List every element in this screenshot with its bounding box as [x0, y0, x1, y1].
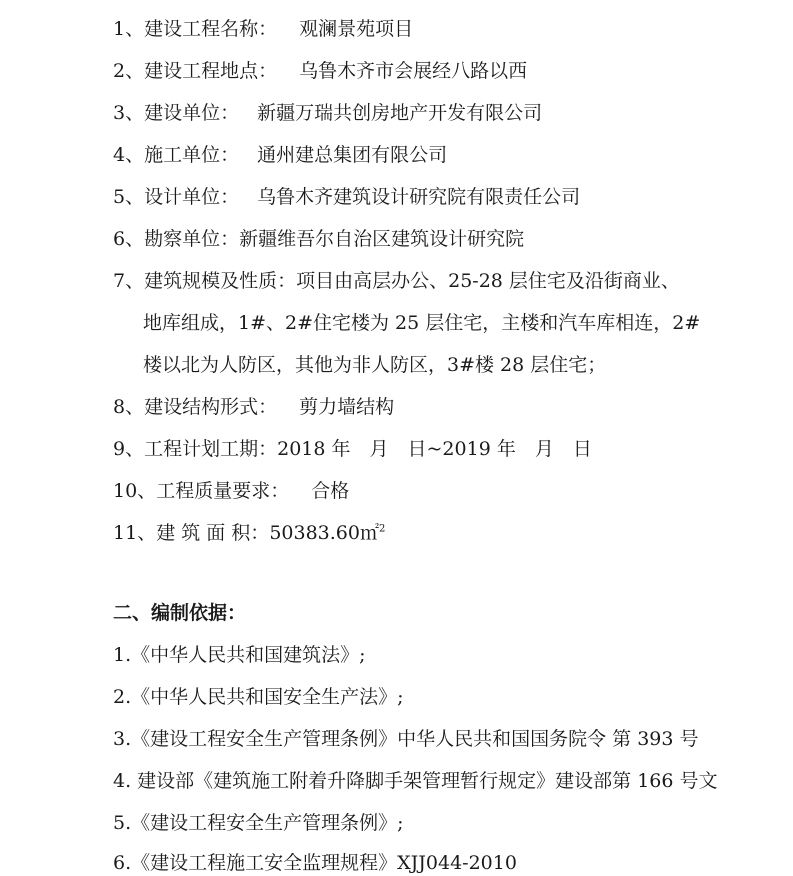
ref-text: 3.《建设工程安全生产管理条例》中华人民共和国国务院令 第 393 号	[113, 728, 699, 750]
overview-item-4	[113, 142, 447, 168]
basis-ref-2	[113, 684, 404, 710]
item-value: 乌鲁木齐市会展经八路以西	[299, 60, 528, 82]
item-value: 乌鲁木齐建筑设计研究院有限责任公司	[257, 186, 581, 208]
item-label: 建 筑 面 积：	[156, 522, 270, 544]
section-heading-basis	[113, 600, 246, 626]
overview-item-2	[113, 58, 527, 84]
item-value-line-1: 项目由高层办公、25-28 层住宅及沿街商业、	[296, 270, 680, 292]
item-number: 5、	[113, 186, 145, 208]
item-value-line-2: 地库组成，1#、2#住宅楼为 25 层住宅，主楼和汽车库相连，2#	[143, 312, 701, 334]
item-label: 建设结构形式：	[144, 396, 278, 418]
item-label: 施工单位：	[144, 144, 240, 166]
overview-item-5	[113, 184, 580, 210]
item-value-line-3: 楼以北为人防区，其他为非人防区，3#楼 28 层住宅；	[143, 354, 607, 376]
overview-item-7	[113, 268, 680, 294]
item-label: 工程计划工期：	[144, 438, 278, 460]
item-number: 8、	[113, 396, 145, 418]
item-value: 合格	[311, 480, 350, 502]
ref-text: 4. 建设部《建筑施工附着升降脚手架管理暂行规定》建设部第 166 号文	[113, 770, 718, 792]
basis-ref-5	[113, 810, 404, 836]
ref-text: 5.《建设工程安全生产管理条例》;	[113, 812, 404, 834]
item-value: 剪力墙结构	[299, 396, 395, 418]
item-number: 9、	[113, 438, 145, 460]
overview-item-8	[113, 394, 394, 420]
area-superscript: 2	[378, 523, 386, 535]
overview-item-9	[113, 436, 592, 462]
item-number: 3、	[113, 102, 145, 124]
item-value: 新疆维吾尔自治区建筑设计研究院	[239, 228, 525, 250]
ref-text: 6.《建设工程施工安全监理规程》XJJ044-2010	[113, 852, 517, 874]
item-number: 1、	[113, 18, 145, 40]
item-label: 建设工程名称：	[144, 18, 278, 40]
item-label: 勘察单位：	[144, 228, 240, 250]
item-number: 4、	[113, 144, 145, 166]
basis-ref-1	[113, 642, 366, 668]
item-value: 观澜景苑项目	[299, 18, 414, 40]
item-number: 10、	[113, 480, 157, 502]
section-title: 二、编制依据：	[113, 602, 247, 624]
overview-item-3	[113, 100, 542, 126]
overview-item-6	[113, 226, 524, 252]
item-value: 50383.60㎡	[269, 522, 379, 544]
basis-ref-3	[113, 726, 699, 752]
item-number: 7、	[113, 270, 145, 292]
item-value: 新疆万瑞共创房地产开发有限公司	[257, 102, 543, 124]
item-number: 2、	[113, 60, 145, 82]
ref-text: 1.《中华人民共和国建筑法》;	[113, 644, 366, 666]
overview-item-11	[113, 520, 385, 546]
item-number: 6、	[113, 228, 145, 250]
overview-item-1	[113, 16, 413, 42]
overview-item-7-continuation-1	[143, 310, 700, 336]
item-value: 2018 年 月 日~2019 年 月 日	[277, 438, 592, 460]
basis-ref-6	[113, 850, 517, 876]
overview-item-7-continuation-2	[143, 352, 606, 378]
basis-ref-4	[113, 768, 718, 794]
item-label: 设计单位：	[144, 186, 240, 208]
item-number: 11、	[113, 522, 157, 544]
item-value: 通州建总集团有限公司	[257, 144, 448, 166]
item-label: 建设单位：	[144, 102, 240, 124]
ref-text: 2.《中华人民共和国安全生产法》;	[113, 686, 404, 708]
item-label: 建筑规模及性质：	[144, 270, 297, 292]
overview-item-10	[113, 478, 349, 504]
item-label: 建设工程地点：	[144, 60, 278, 82]
item-label: 工程质量要求：	[156, 480, 290, 502]
